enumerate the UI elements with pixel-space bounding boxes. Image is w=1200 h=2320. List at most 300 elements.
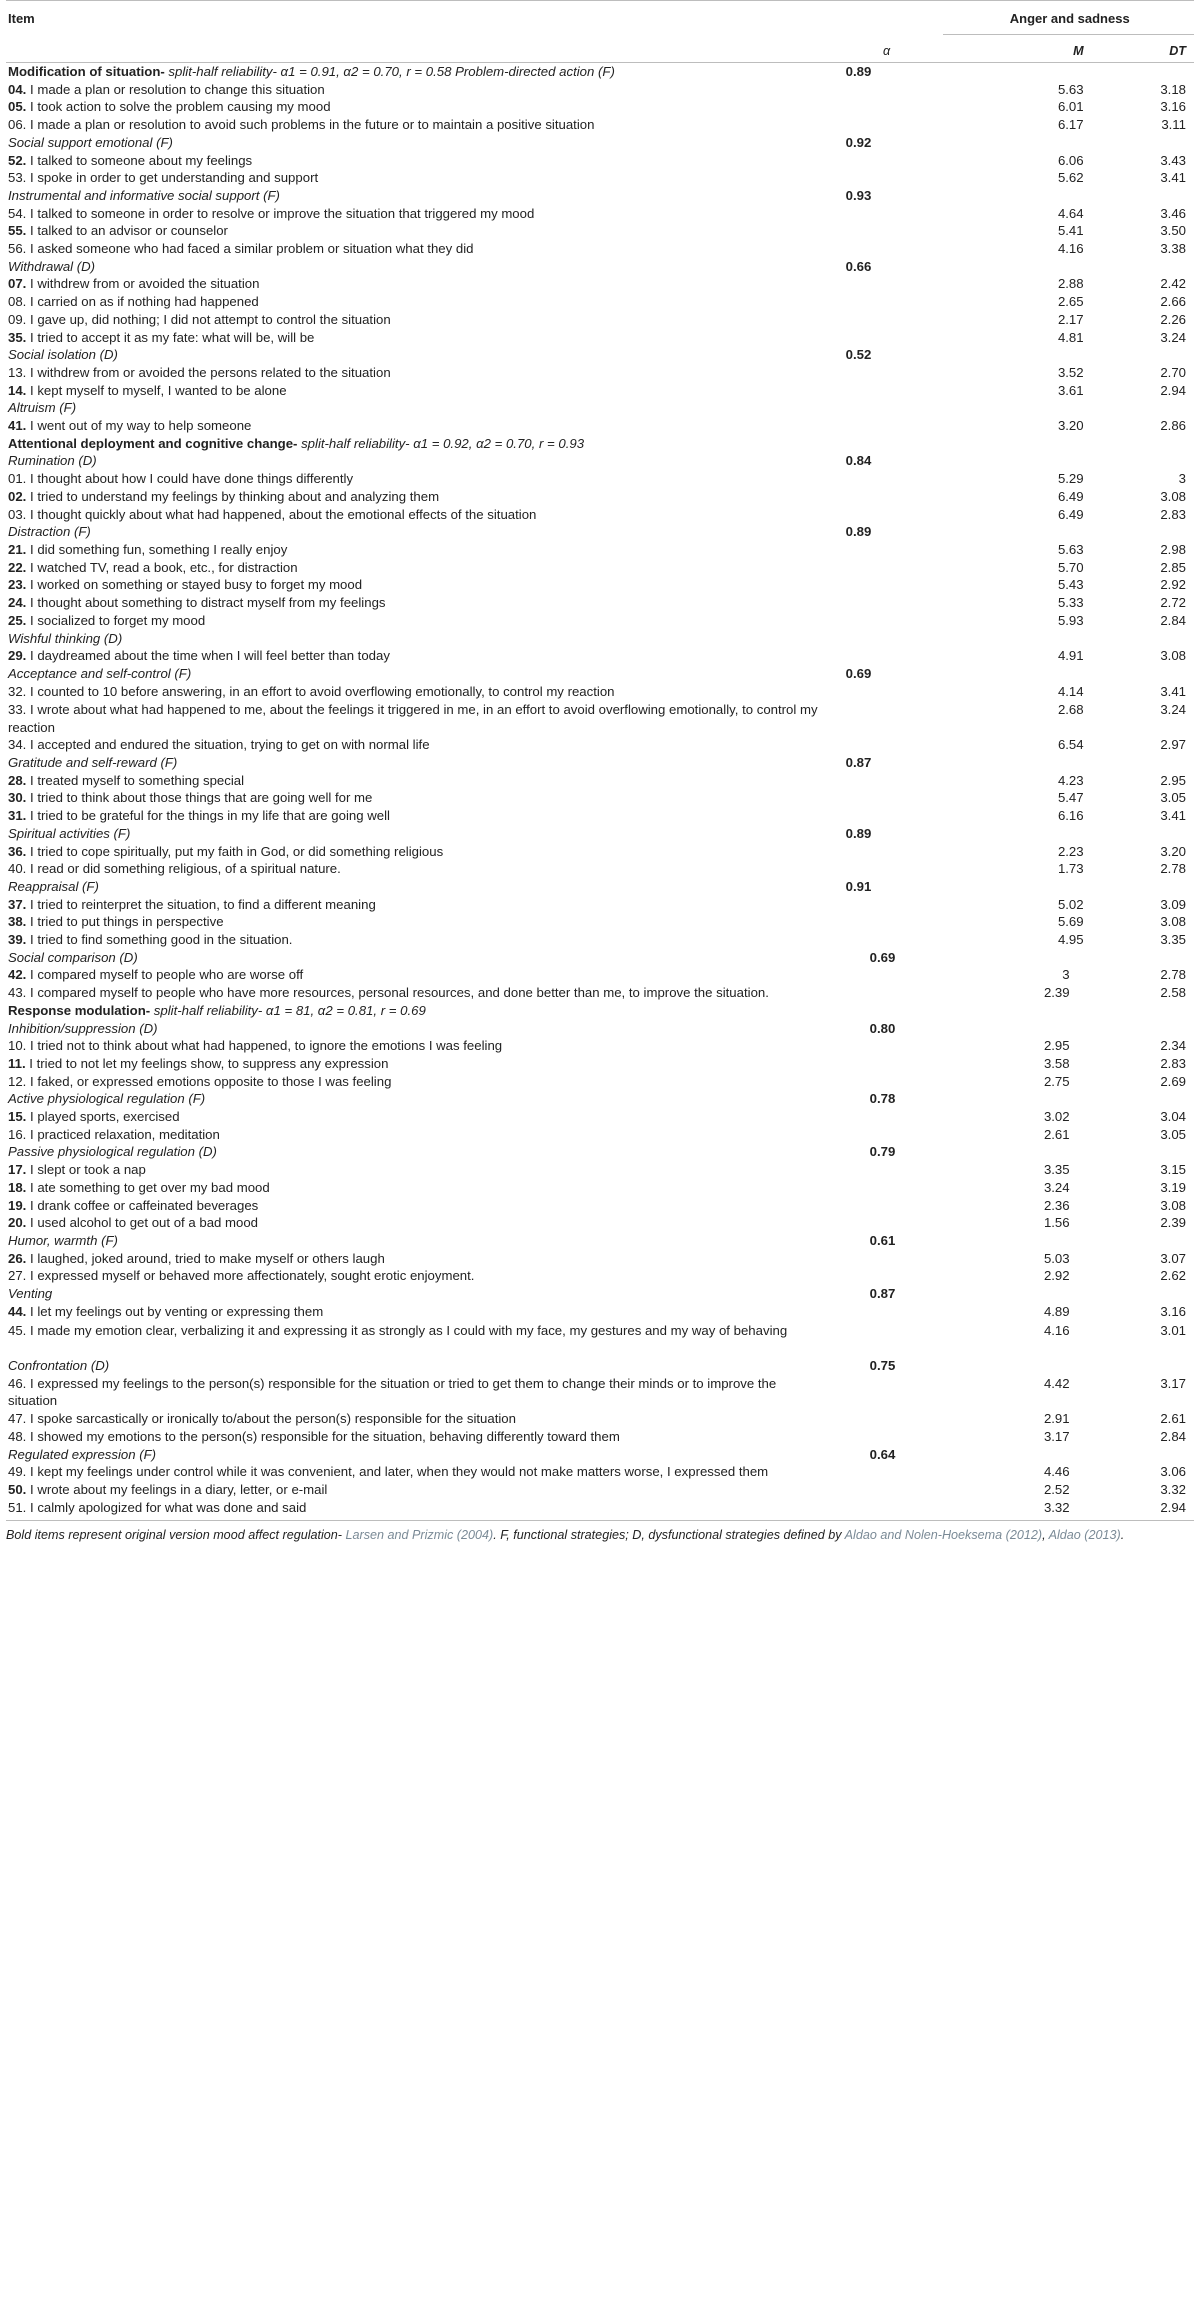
alpha-cell	[828, 1303, 944, 1321]
dt-cell: 3.32	[1160, 1482, 1186, 1498]
item-text: 10. I tried not to think about what had happened, to ignore the emotions I was feeling	[8, 1038, 503, 1054]
dt-cell	[1092, 258, 1194, 276]
mean-cell: 1.73	[1057, 861, 1084, 877]
item-cell	[6, 275, 828, 293]
item-text: I took action to solve the problem causing my mood	[26, 99, 331, 115]
dt-cell	[1092, 187, 1194, 205]
item-cell	[6, 1055, 828, 1073]
mean-cell: 5.33	[1057, 595, 1084, 611]
mean-cell: 2.39	[1043, 985, 1070, 1001]
footnote-text-4: .	[1120, 1528, 1125, 1543]
item-cell	[6, 293, 828, 311]
item-row	[6, 772, 1194, 790]
mean-cell: 4.64	[1057, 205, 1084, 221]
item-cell	[6, 931, 828, 949]
dt-cell: 3.46	[1160, 205, 1186, 221]
alpha-cell	[828, 435, 944, 453]
item-cell	[6, 1214, 828, 1232]
item-cell	[6, 488, 828, 506]
item-row	[6, 1161, 1194, 1179]
subscale-title: Acceptance and self-control (F)	[8, 665, 192, 681]
item-number: 52.	[8, 152, 27, 168]
item-text: I thought about something to distract myself from my feelings	[26, 595, 386, 611]
alpha-cell	[828, 152, 944, 170]
item-number: 04.	[8, 81, 27, 97]
dt-cell: 2.92	[1160, 577, 1186, 593]
item-row	[6, 683, 1194, 701]
item-text: 08. I carried on as if nothing had happened	[8, 294, 259, 310]
mean-cell	[943, 134, 1091, 152]
item-text: I daydreamed about the time when I will feel better than today	[26, 648, 390, 664]
dt-cell: 2.78	[1160, 967, 1186, 983]
item-cell	[6, 860, 828, 878]
item-text: I socialized to forget my mood	[26, 612, 206, 628]
alpha-cell: 0.75	[869, 1357, 896, 1373]
subscale-title: Regulated expression (F)	[8, 1446, 157, 1462]
alpha-cell	[828, 399, 944, 417]
alpha-cell: 0.80	[869, 1020, 896, 1036]
mean-cell	[943, 346, 1091, 364]
mean-cell	[943, 435, 1091, 453]
alpha-cell	[828, 1161, 944, 1179]
mean-cell: 2.61	[1043, 1126, 1070, 1142]
item-text: I slept or took a nap	[26, 1162, 146, 1178]
item-row	[6, 1321, 1194, 1357]
item-row	[6, 612, 1194, 630]
dt-cell: 2.97	[1160, 737, 1186, 753]
item-text: 16. I practiced relaxation, meditation	[8, 1126, 220, 1142]
mean-cell: 4.16	[1043, 1322, 1070, 1338]
mean-column-header: M	[943, 35, 1091, 63]
item-text: I tried to think about those things that are going well for me	[26, 790, 373, 806]
item-row	[6, 152, 1194, 170]
item-number: 05.	[8, 99, 27, 115]
mean-cell	[943, 187, 1091, 205]
item-cell	[6, 1161, 828, 1179]
item-row	[6, 559, 1194, 577]
mean-cell: 3.20	[1057, 418, 1084, 434]
item-number: 55.	[8, 223, 27, 239]
mean-cell: 3.32	[1043, 1499, 1070, 1515]
item-number: 38.	[8, 914, 27, 930]
alpha-cell: 0.91	[845, 878, 872, 894]
dt-cell: 2.39	[1160, 1215, 1186, 1231]
mean-cell: 5.70	[1057, 559, 1084, 575]
dt-cell: 3.16	[1160, 1303, 1186, 1319]
mean-cell: 2.23	[1057, 843, 1084, 859]
alpha-cell: 0.89	[845, 64, 872, 79]
subscale-row	[6, 523, 1194, 541]
subscale-row	[6, 665, 1194, 683]
mean-cell: 5.02	[1057, 896, 1084, 912]
alpha-cell	[828, 240, 944, 258]
item-row	[6, 1250, 1194, 1268]
item-cell	[6, 1267, 828, 1285]
mean-cell: 2.68	[1057, 702, 1084, 718]
section-header-row	[6, 435, 1194, 453]
alpha-cell	[828, 843, 944, 861]
subscale-title: Humor, warmth (F)	[8, 1233, 118, 1248]
mean-cell: 3.61	[1057, 382, 1084, 398]
mean-cell: 2.91	[1043, 1411, 1070, 1427]
data-table	[6, 0, 1194, 1516]
mean-cell: 5.63	[1057, 81, 1084, 97]
subscale-title: Venting	[8, 1286, 53, 1302]
item-text: I worked on something or stayed busy to forget my mood	[26, 577, 363, 593]
dt-cell: 2.84	[1160, 1428, 1186, 1444]
item-row	[6, 736, 1194, 754]
footnote-text-3: ,	[1042, 1528, 1049, 1543]
alpha-cell	[828, 1463, 944, 1481]
item-number: 39.	[8, 932, 27, 948]
item-text: 03. I thought quickly about what had happened, about the emotional effects of the situation	[8, 506, 537, 522]
item-text: I watched TV, read a book, etc., for distraction	[26, 559, 298, 575]
item-row	[6, 293, 1194, 311]
item-row	[6, 488, 1194, 506]
dt-cell	[1092, 63, 1194, 81]
dt-cell	[1092, 1446, 1194, 1464]
item-row	[6, 984, 1194, 1002]
item-cell	[6, 329, 828, 347]
mean-cell	[943, 399, 1091, 417]
mean-cell: 4.14	[1057, 683, 1084, 699]
dt-cell: 3.41	[1160, 683, 1186, 699]
mean-cell	[943, 825, 1091, 843]
item-row	[6, 1303, 1194, 1321]
item-number: 18.	[8, 1179, 27, 1195]
item-text: 51. I calmly apologized for what was done and said	[8, 1499, 307, 1515]
item-cell	[6, 1037, 828, 1055]
mean-cell: 5.69	[1057, 914, 1084, 930]
item-row	[6, 1126, 1194, 1144]
item-cell	[6, 630, 828, 648]
item-cell	[6, 452, 828, 470]
item-row	[6, 843, 1194, 861]
item-row	[6, 1197, 1194, 1215]
alpha-cell	[828, 541, 944, 559]
alpha-cell	[828, 116, 944, 134]
mean-cell: 4.16	[1057, 241, 1084, 257]
dt-cell	[1092, 1020, 1194, 1038]
item-row	[6, 931, 1194, 949]
item-cell	[6, 152, 828, 170]
item-text: I tried to find something good in the situation.	[26, 932, 293, 948]
subscale-title: Instrumental and informative social support (F)	[8, 187, 280, 203]
item-cell	[6, 1232, 828, 1250]
dt-cell: 2.83	[1160, 1055, 1186, 1071]
mean-cell: 4.91	[1057, 648, 1084, 664]
subscale-row	[6, 1232, 1194, 1250]
mean-cell	[943, 630, 1091, 648]
dt-cell: 2.84	[1160, 612, 1186, 628]
item-number: 42.	[8, 967, 27, 983]
dt-cell: 3.43	[1160, 152, 1186, 168]
item-row	[6, 1428, 1194, 1446]
alpha-cell	[828, 382, 944, 400]
dt-cell: 3.08	[1160, 1197, 1186, 1213]
item-text: 47. I spoke sarcastically or ironically to/about the person(s) responsible for the situation	[8, 1411, 516, 1427]
dt-cell: 3.24	[1160, 329, 1186, 345]
item-number: 14.	[8, 382, 27, 398]
item-cell	[6, 896, 828, 914]
mean-cell: 3.35	[1043, 1162, 1070, 1178]
dt-cell	[1092, 1090, 1194, 1108]
dt-cell: 2.61	[1160, 1411, 1186, 1427]
item-cell	[6, 966, 828, 984]
alpha-cell: 0.69	[845, 665, 872, 681]
item-row	[6, 1073, 1194, 1091]
mean-cell: 4.95	[1057, 932, 1084, 948]
mean-cell	[943, 1285, 1091, 1303]
item-row	[6, 169, 1194, 187]
item-text: 32. I counted to 10 before answering, in an effort to avoid overflowing emotionally, to control my reaction	[8, 683, 615, 699]
dt-cell: 3.20	[1160, 843, 1186, 859]
alpha-cell	[828, 700, 944, 736]
item-text: 01. I thought about how I could have done things differently	[8, 471, 354, 487]
mean-cell: 1.56	[1043, 1215, 1070, 1231]
dt-cell: 2.85	[1160, 559, 1186, 575]
item-row	[6, 647, 1194, 665]
item-row	[6, 789, 1194, 807]
subscale-row	[6, 452, 1194, 470]
item-row	[6, 896, 1194, 914]
dt-cell: 3.04	[1160, 1109, 1186, 1125]
item-number: 28.	[8, 772, 27, 788]
mean-cell	[943, 1232, 1091, 1250]
item-number: 24.	[8, 595, 27, 611]
item-text: I tried to understand my feelings by thinking about and analyzing them	[26, 488, 440, 504]
dt-cell	[1092, 452, 1194, 470]
item-cell	[6, 807, 828, 825]
dt-cell: 3.15	[1160, 1162, 1186, 1178]
item-cell	[6, 1179, 828, 1197]
alpha-cell: 0.89	[845, 524, 872, 540]
citation-aldao-2013[interactable]: Aldao (2013)	[1048, 1528, 1121, 1543]
table-body	[6, 63, 1194, 1517]
dt-cell: 3.05	[1160, 1126, 1186, 1142]
subscale-title: Gratitude and self-reward (F)	[8, 755, 178, 771]
table-footnote	[6, 1520, 1194, 1544]
item-row	[6, 382, 1194, 400]
item-text: I talked to someone about my feelings	[26, 152, 253, 168]
subscale-title: Rumination (D)	[8, 453, 97, 469]
subscale-title: Active physiological regulation (F)	[8, 1091, 206, 1107]
dt-cell: 3.17	[1160, 1376, 1186, 1392]
item-number: 37.	[8, 896, 27, 912]
dt-cell: 2.58	[1160, 985, 1186, 1001]
item-cell	[6, 417, 828, 435]
section-header-row	[6, 63, 1194, 81]
item-cell	[6, 470, 828, 488]
item-row	[6, 311, 1194, 329]
item-row	[6, 81, 1194, 99]
mean-cell	[943, 754, 1091, 772]
dt-cell: 3.50	[1160, 223, 1186, 239]
subscale-title: Withdrawal (D)	[8, 258, 96, 274]
item-text: 48. I showed my emotions to the person(s) responsible for the situation, behaving differently toward them	[8, 1428, 620, 1444]
item-cell	[6, 364, 828, 382]
mean-cell	[943, 1020, 1091, 1038]
mean-cell: 4.81	[1057, 329, 1084, 345]
item-cell	[6, 949, 828, 967]
item-number: 02.	[8, 488, 27, 504]
item-text: 12. I faked, or expressed emotions opposite to those I was feeling	[8, 1073, 392, 1089]
item-number: 44.	[8, 1303, 27, 1319]
anger-sadness-group-header: Anger and sadness	[943, 1, 1194, 35]
dt-cell	[1092, 1002, 1194, 1020]
subscale-row	[6, 754, 1194, 772]
subscale-title: Wishful thinking (D)	[8, 630, 123, 646]
dt-cell: 3.38	[1160, 241, 1186, 257]
alpha-cell	[828, 594, 944, 612]
item-row	[6, 966, 1194, 984]
dt-cell: 3.35	[1160, 932, 1186, 948]
item-cell	[6, 576, 828, 594]
mean-cell: 5.43	[1057, 577, 1084, 593]
item-cell	[6, 1303, 828, 1321]
item-number: 19.	[8, 1197, 27, 1213]
dt-cell	[1092, 630, 1194, 648]
dt-cell: 3.18	[1160, 81, 1186, 97]
item-number: 26.	[8, 1250, 27, 1266]
item-cell	[6, 311, 828, 329]
item-cell	[6, 647, 828, 665]
item-text: I played sports, exercised	[26, 1109, 180, 1125]
item-cell	[6, 399, 828, 417]
alpha-cell: 0.84	[845, 453, 872, 469]
item-text: 54. I talked to someone in order to resolve or improve the situation that triggered my mood	[8, 205, 535, 221]
mean-cell: 3	[1062, 967, 1070, 983]
item-text: 13. I withdrew from or avoided the persons related to the situation	[8, 364, 391, 380]
reliability-note: split-half reliability- α1 = 81, α2 = 0.81, r = 0.69	[150, 1002, 426, 1018]
alpha-cell	[828, 81, 944, 99]
item-text: I drank coffee or caffeinated beverages	[26, 1197, 259, 1213]
item-cell	[6, 1410, 828, 1428]
citation-aldao-nolen-hoeksema[interactable]: Aldao and Nolen-Hoeksema (2012)	[844, 1528, 1043, 1543]
item-number: 29.	[8, 648, 27, 664]
reliability-note: split-half reliability- α1 = 0.91, α2 = 0.70, r = 0.58 Problem-directed action (F)	[164, 64, 615, 79]
item-text: I tried to not let my feelings show, to suppress any expression	[25, 1055, 389, 1071]
item-number: 11.	[8, 1055, 26, 1071]
subscale-row	[6, 258, 1194, 276]
alpha-cell: 0.64	[869, 1446, 896, 1462]
dt-cell	[1092, 878, 1194, 896]
mean-cell: 2.52	[1043, 1482, 1070, 1498]
item-row	[6, 1037, 1194, 1055]
mean-cell: 6.16	[1057, 808, 1084, 824]
alpha-cell	[828, 1499, 944, 1517]
alpha-cell	[828, 311, 944, 329]
mean-cell	[943, 1143, 1091, 1161]
mean-cell	[943, 1446, 1091, 1464]
dt-cell	[1092, 1357, 1194, 1375]
item-row	[6, 1499, 1194, 1517]
item-row	[6, 222, 1194, 240]
alpha-cell	[828, 683, 944, 701]
item-text: I tried to accept it as my fate: what will be, will be	[26, 329, 315, 345]
dt-cell: 3.41	[1160, 808, 1186, 824]
mean-cell: 5.93	[1057, 612, 1084, 628]
section-header-row	[6, 1002, 1194, 1020]
item-text: 06. I made a plan or resolution to avoid such problems in the future or to maintain a positive situation	[8, 117, 595, 133]
table-container	[6, 0, 1194, 1544]
item-cell	[6, 169, 828, 187]
dt-cell: 2.70	[1160, 364, 1186, 380]
item-cell	[6, 1090, 828, 1108]
item-cell	[6, 1374, 828, 1410]
item-cell	[6, 506, 828, 524]
item-cell	[6, 984, 828, 1002]
item-cell	[6, 1499, 828, 1517]
item-text: 46. I expressed my feelings to the person(s) responsible for the situation or tried to get them to change their minds or to improve the situation	[8, 1376, 777, 1409]
dt-cell: 2.94	[1160, 1499, 1186, 1515]
item-cell	[6, 789, 828, 807]
item-number: 23.	[8, 577, 27, 593]
dt-cell: 3.08	[1160, 488, 1186, 504]
dt-cell: 3.16	[1160, 99, 1186, 115]
alpha-cell: 0.93	[845, 187, 872, 203]
mean-cell: 6.49	[1057, 488, 1084, 504]
subscale-row	[6, 878, 1194, 896]
item-row	[6, 1179, 1194, 1197]
alpha-cell	[828, 1055, 944, 1073]
dt-cell: 2.94	[1160, 382, 1186, 398]
item-row	[6, 417, 1194, 435]
subscale-title: Spiritual activities (F)	[8, 825, 131, 841]
dt-cell	[1092, 1232, 1194, 1250]
alpha-cell	[828, 1374, 944, 1410]
mean-cell: 4.89	[1043, 1303, 1070, 1319]
mean-cell: 5.63	[1057, 541, 1084, 557]
dt-cell: 2.62	[1160, 1268, 1186, 1284]
item-text: I made a plan or resolution to change this situation	[26, 81, 325, 97]
item-text: I laughed, joked around, tried to make myself or others laugh	[26, 1250, 385, 1266]
item-text: I ate something to get over my bad mood	[26, 1179, 270, 1195]
item-number: 31.	[8, 808, 27, 824]
alpha-cell	[828, 807, 944, 825]
item-cell	[6, 258, 828, 276]
item-text: I did something fun, something I really enjoy	[26, 541, 288, 557]
item-number: 07.	[8, 276, 27, 292]
item-number: 20.	[8, 1215, 27, 1231]
alpha-cell	[828, 772, 944, 790]
dt-cell	[1092, 754, 1194, 772]
item-cell	[6, 1357, 828, 1375]
alpha-cell	[828, 736, 944, 754]
dt-cell	[1092, 399, 1194, 417]
dt-cell	[1092, 665, 1194, 683]
item-cell	[6, 1321, 828, 1357]
subscale-row	[6, 825, 1194, 843]
mean-cell: 2.65	[1057, 294, 1084, 310]
mean-cell	[943, 1357, 1091, 1375]
alpha-cell: 0.52	[845, 347, 872, 363]
alpha-cell	[828, 1250, 944, 1268]
alpha-cell	[828, 913, 944, 931]
item-number: 30.	[8, 790, 27, 806]
mean-cell: 3.02	[1043, 1109, 1070, 1125]
alpha-cell: 0.66	[845, 258, 872, 274]
item-row	[6, 240, 1194, 258]
item-cell	[6, 1197, 828, 1215]
mean-cell: 3.17	[1043, 1428, 1070, 1444]
citation-larsen-prizmic[interactable]: Larsen and Prizmic (2004)	[345, 1528, 494, 1543]
item-text: I kept myself to myself, I wanted to be alone	[26, 382, 287, 398]
alpha-cell	[828, 506, 944, 524]
mean-cell: 3.24	[1043, 1179, 1070, 1195]
dt-cell	[1092, 1285, 1194, 1303]
dt-cell: 2.95	[1160, 772, 1186, 788]
